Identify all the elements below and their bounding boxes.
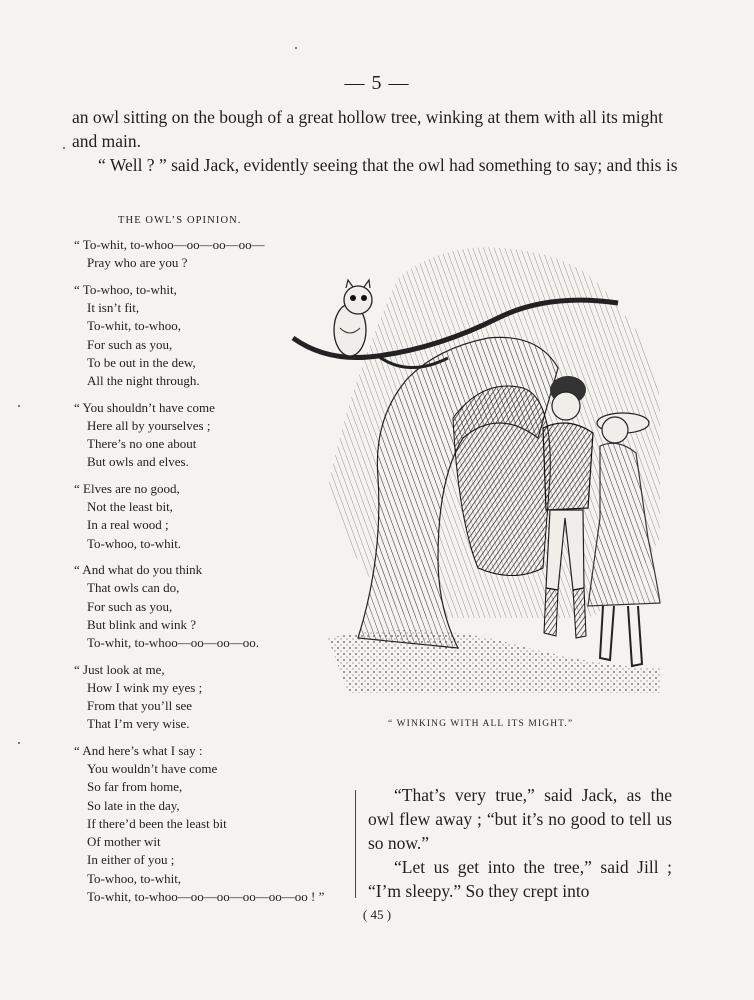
poem-line: There’s no one about bbox=[87, 436, 197, 452]
poem-line: In either of you ; bbox=[87, 852, 175, 868]
poem-line: To-whoo, to-whit. bbox=[87, 535, 182, 551]
intro-paragraph-2: “ Well ? ” said Jack, evidently seeing that the owl had something to say; and this is bbox=[98, 155, 678, 175]
column-divider bbox=[355, 790, 356, 898]
poem-line: Not the least bit, bbox=[87, 499, 173, 515]
intro-paragraph-1: an owl sitting on the bough of a great hollow tree, winking at them with all its might and main. bbox=[72, 107, 664, 151]
poem-line: That I’m very wise. bbox=[87, 716, 190, 732]
intro-text bbox=[72, 105, 684, 177]
poem-line: In a real wood ; bbox=[87, 517, 169, 533]
owl-tree-illustration bbox=[288, 238, 672, 700]
poem-line: If there’d been the least bit bbox=[87, 815, 227, 831]
poem-line: “ And what do you think bbox=[74, 562, 203, 578]
right-paragraph-2: “Let us get into the tree,” said Jill ; “I’m sleepy.” So they crept into bbox=[368, 857, 672, 901]
poem-line: That owls can do, bbox=[87, 580, 180, 596]
right-column-text bbox=[368, 783, 672, 903]
poem-line: For such as you, bbox=[87, 336, 173, 352]
poem-stanza bbox=[70, 742, 360, 906]
poem-line: To-whit, to-whoo—oo—oo—oo. bbox=[87, 635, 260, 651]
poem-line: “ Just look at me, bbox=[74, 661, 165, 677]
poem-line: Here all by yourselves ; bbox=[87, 417, 211, 433]
poem-line: To be out in the dew, bbox=[87, 354, 196, 370]
poem-line: All the night through. bbox=[87, 372, 200, 388]
right-paragraph-1: “That’s very true,” said Jack, as the owl flew away ; “but it’s no good to tell us so now.” bbox=[368, 785, 672, 853]
poem-line: So late in the day, bbox=[87, 797, 180, 813]
poem-line: To-whoo, to-whit, bbox=[87, 870, 182, 886]
poem-line: “ To-whoo, to-whit, bbox=[74, 281, 177, 297]
paper-speck bbox=[18, 742, 20, 744]
owl bbox=[334, 280, 372, 356]
poem-line: It isn’t fit, bbox=[87, 300, 140, 316]
poem-line: “ You shouldn’t have come bbox=[74, 399, 215, 415]
poem-line: How I wink my eyes ; bbox=[87, 679, 203, 695]
ground bbox=[328, 630, 660, 693]
paper-speck bbox=[18, 405, 20, 407]
paper-speck bbox=[63, 147, 65, 149]
poem-line: “ And here’s what I say : bbox=[74, 743, 203, 759]
illustration-caption: “ WINKING WITH ALL ITS MIGHT.” bbox=[388, 719, 574, 729]
poem-line: For such as you, bbox=[87, 598, 173, 614]
page-number-bottom: ( 45 ) bbox=[362, 907, 392, 922]
poem-line: Pray who are you ? bbox=[87, 255, 188, 271]
poem-line: “ Elves are no good, bbox=[74, 480, 180, 496]
page-number-top: — 5 — bbox=[344, 72, 410, 94]
poem-line: So far from home, bbox=[87, 779, 183, 795]
poem-line: To-whit, to-whoo—oo—oo—oo—oo—oo ! ” bbox=[87, 888, 325, 904]
poem-line: But blink and wink ? bbox=[87, 616, 197, 632]
poem-line: To-whit, to-whoo, bbox=[87, 318, 182, 334]
poem-line: You wouldn’t have come bbox=[87, 761, 218, 777]
poem-line: From that you’ll see bbox=[87, 698, 193, 714]
poem-line: But owls and elves. bbox=[87, 454, 189, 470]
poem-line: “ To-whit, to-whoo—oo—oo—oo— bbox=[74, 237, 265, 252]
poem-title: THE OWL’S OPINION. bbox=[118, 215, 242, 226]
poem-line: Of mother wit bbox=[87, 834, 161, 850]
paper-speck bbox=[295, 47, 297, 49]
